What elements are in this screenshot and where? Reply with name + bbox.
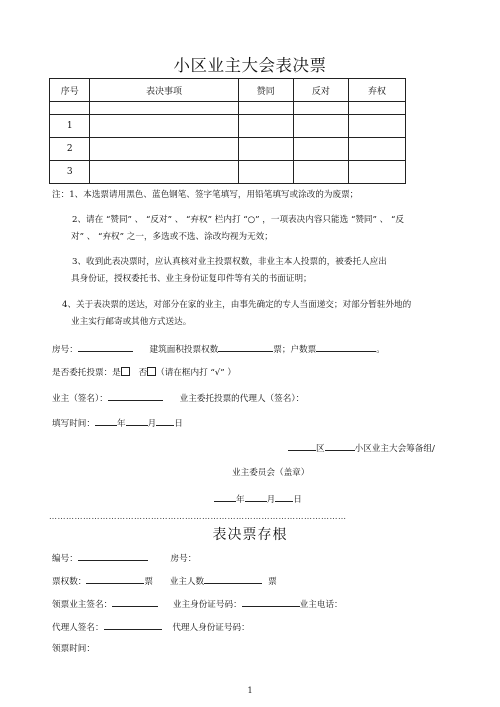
area-unit: 票；户数票 bbox=[273, 345, 317, 355]
room-field[interactable] bbox=[78, 342, 133, 352]
note-4-line-1: 4、关于表决票的送达，对部分在家的业主，由事先确定的专人当面递交；对部分暂驻外地的 bbox=[62, 300, 412, 310]
sign-year-field[interactable] bbox=[214, 492, 236, 502]
month-label: 月 bbox=[147, 419, 157, 429]
stub-room-label: 房号： bbox=[170, 554, 197, 564]
stub-votes-unit: 票 bbox=[144, 577, 153, 587]
item-cell[interactable] bbox=[90, 115, 238, 138]
stub-no-label: 编号： bbox=[52, 554, 78, 564]
page-number: 1 bbox=[247, 686, 253, 695]
entrust-hint: （请在框内打 “√” ） bbox=[156, 368, 236, 378]
cut-line: …………………………………………………………………………………………… bbox=[49, 512, 347, 521]
committee-seal: 业主委员会（盖章） bbox=[232, 468, 310, 478]
fill-time-label: 填写时间： bbox=[52, 419, 95, 429]
stub-number-line bbox=[52, 551, 196, 564]
day-label: 日 bbox=[174, 419, 183, 429]
approve-cell[interactable] bbox=[238, 138, 293, 161]
approve-cell[interactable] bbox=[238, 115, 293, 138]
note-4-line-2: 业主实行邮寄或其他方式送达。 bbox=[71, 317, 192, 327]
stub-collector-line bbox=[52, 597, 343, 610]
stub-id-label: 业主身份证号码： bbox=[172, 600, 242, 610]
col-header-oppose: 反对 bbox=[293, 79, 348, 102]
community-field[interactable] bbox=[325, 441, 355, 451]
stub-votes-field[interactable] bbox=[86, 574, 144, 584]
stub-votes-label: 票权数： bbox=[52, 577, 87, 587]
oppose-cell[interactable] bbox=[293, 138, 348, 161]
room-area-line bbox=[52, 342, 385, 355]
table-row bbox=[50, 115, 406, 138]
fill-time-line bbox=[52, 416, 183, 429]
abstain-cell[interactable] bbox=[348, 161, 405, 184]
abstain-cell[interactable] bbox=[348, 138, 405, 161]
area-label: 建筑面积投票权数 bbox=[149, 345, 219, 355]
note-1: 注：1、本选票请用黑色、蓝色钢笔、签字笔填写，用铅笔填写或涂改的为废票； bbox=[52, 190, 359, 200]
stub-collector-field[interactable] bbox=[112, 597, 158, 607]
sign-year-label: 年 bbox=[236, 495, 245, 505]
sign-day-field[interactable] bbox=[275, 492, 293, 502]
day-field[interactable] bbox=[156, 416, 174, 426]
year-field[interactable] bbox=[95, 416, 117, 426]
abstain-cell[interactable] bbox=[348, 115, 405, 138]
owner-sign-label: 业主（签名）： bbox=[52, 394, 108, 404]
stub-collector-label: 领票业主签名： bbox=[52, 600, 113, 610]
sign-month-field[interactable] bbox=[245, 492, 267, 502]
stub-agent-sign-field[interactable] bbox=[104, 620, 162, 630]
entrust-line bbox=[52, 366, 236, 378]
stub-agent-id-label: 代理人身份证号码： bbox=[172, 623, 250, 633]
item-cell[interactable] bbox=[90, 138, 238, 161]
owner-sign-field[interactable] bbox=[108, 391, 163, 401]
household-votes-field[interactable] bbox=[316, 342, 376, 352]
stub-no-field[interactable] bbox=[78, 551, 148, 561]
entrust-yes-checkbox[interactable] bbox=[121, 367, 130, 376]
month-field[interactable] bbox=[126, 416, 148, 426]
note-3-line-1: 3、收到此表决票时，应认真核对业主投票权数，非业主本人投票的，被委托人应出 bbox=[72, 257, 387, 267]
table-row bbox=[50, 102, 406, 115]
stub-agent-sign-label: 代理人签名： bbox=[52, 623, 104, 633]
page-title: 小区业主大会表决票 bbox=[173, 56, 327, 75]
stub-agent-line bbox=[52, 620, 250, 633]
col-header-item: 表决事项 bbox=[90, 79, 238, 102]
table-header-row bbox=[50, 79, 406, 102]
sign-date-line bbox=[214, 492, 302, 505]
stub-title: 表决票存根 bbox=[212, 527, 288, 543]
col-header-no: 序号 bbox=[50, 79, 90, 102]
table-row bbox=[50, 138, 406, 161]
note-2-line-2: 对” 、 “弃权” 之一，多选或不选、涂改均视为无效； bbox=[71, 232, 273, 242]
district-label: 区 bbox=[316, 444, 325, 454]
entrust-no-label: 否 bbox=[138, 368, 148, 378]
stub-id-field[interactable] bbox=[242, 597, 300, 607]
stub-phone-label: 业主电话： bbox=[299, 600, 343, 610]
organizer-line bbox=[288, 441, 435, 454]
stub-owners-label: 业主人数 bbox=[169, 577, 205, 587]
area-end: 。 bbox=[376, 345, 385, 355]
oppose-cell[interactable] bbox=[293, 115, 348, 138]
agent-sign-label: 业主委托投票的代理人（签名）： bbox=[179, 394, 305, 404]
row-number: 1 bbox=[50, 115, 90, 138]
sign-month-label: 月 bbox=[266, 495, 276, 505]
table-row bbox=[50, 161, 406, 184]
approve-cell[interactable] bbox=[238, 161, 293, 184]
row-number: 3 bbox=[50, 161, 90, 184]
district-field[interactable] bbox=[288, 441, 316, 451]
room-label: 房号： bbox=[52, 345, 78, 355]
prep-group-label: 小区业主大会筹备组/ bbox=[354, 444, 435, 454]
entrust-label: 是否委托投票：是 bbox=[52, 368, 121, 378]
oppose-cell[interactable] bbox=[293, 161, 348, 184]
entrust-no-checkbox[interactable] bbox=[147, 367, 156, 376]
row-number: 2 bbox=[50, 138, 90, 161]
note-3-line-2: 具身份证，授权委托书、业主身份证复印件等有关的书面证明； bbox=[71, 274, 312, 284]
note-2-line-1: 2、请在 “赞同” 、 “反对” 、 “弃权” 栏内打 “○” ，一项表决内容只能选 “赞同” 、 “反 bbox=[72, 215, 404, 225]
stub-votes-line bbox=[52, 574, 277, 587]
item-cell[interactable] bbox=[90, 161, 238, 184]
col-header-approve: 赞同 bbox=[238, 79, 293, 102]
stub-time-label: 领票时间： bbox=[52, 644, 95, 654]
vote-table bbox=[49, 78, 406, 184]
signature-line bbox=[52, 391, 304, 404]
sign-day-label: 日 bbox=[293, 495, 302, 505]
stub-owners-field[interactable] bbox=[204, 574, 262, 584]
area-votes-field[interactable] bbox=[218, 342, 273, 352]
col-header-abstain: 弃权 bbox=[348, 79, 405, 102]
stub-owners-unit: 票 bbox=[268, 577, 277, 587]
year-label: 年 bbox=[116, 419, 126, 429]
